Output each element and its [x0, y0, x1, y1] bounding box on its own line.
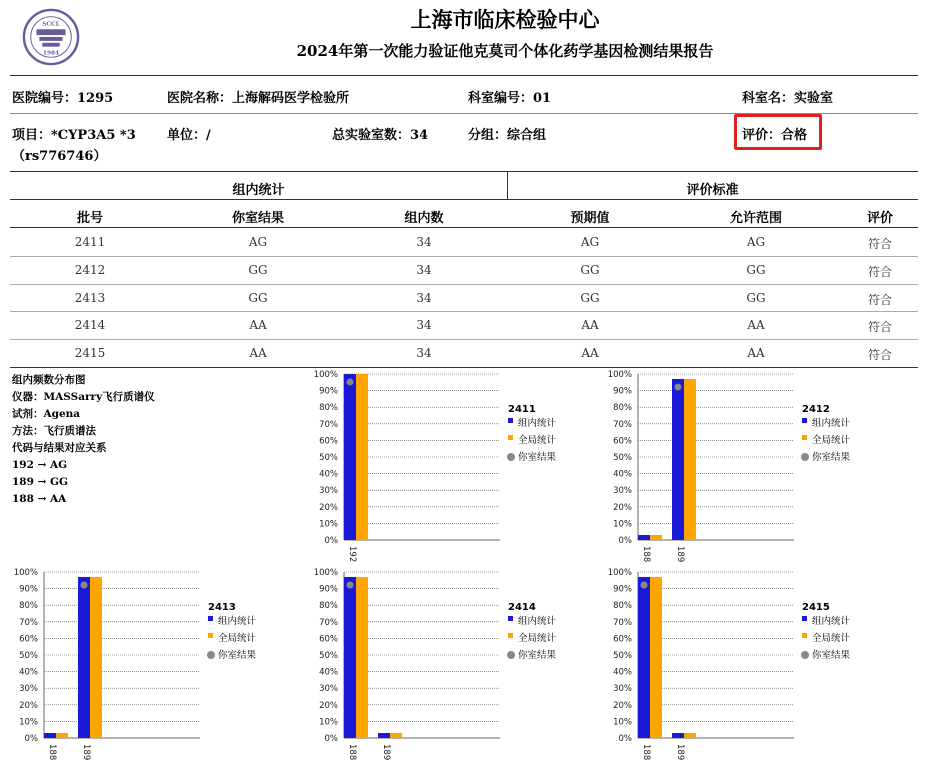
bar-global-188: [650, 577, 662, 738]
y-tick-label: 30%: [613, 486, 632, 497]
legend-swatch: [508, 435, 513, 440]
legend-label: 组内统计: [518, 616, 557, 627]
table-cell: AG: [248, 235, 268, 249]
y-tick-label: 80%: [613, 601, 632, 612]
x-tick-label: 189: [381, 744, 391, 761]
dist-title: 组内频数分布图: [12, 374, 86, 386]
bar-global-188: [56, 733, 68, 738]
table-cell: AA: [747, 318, 765, 333]
legend-swatch: [801, 651, 809, 659]
hospital-name: 医院名称：上海解码医学检验所: [167, 91, 350, 106]
table-cell: GG: [580, 262, 600, 277]
y-tick-label: 60%: [19, 634, 38, 645]
y-tick-label: 80%: [19, 601, 38, 612]
y-tick-label: 0%: [324, 734, 338, 744]
table-cell: 2411: [74, 235, 106, 249]
your-result-marker: [675, 383, 682, 390]
bar-group-189: [78, 577, 90, 738]
col-header: 允许范围: [729, 211, 782, 226]
col-header: 你室结果: [231, 211, 284, 226]
col-header: 预期值: [570, 211, 610, 226]
evaluation: 评价：合格: [742, 128, 808, 143]
y-tick-label: 70%: [319, 419, 338, 430]
bar-global-188: [650, 535, 662, 540]
divider: [10, 199, 918, 200]
table-cell: AA: [249, 318, 267, 333]
table-cell: 符合: [867, 292, 892, 307]
total-labs: 总实验室数：34: [332, 128, 429, 143]
table-cell: 34: [416, 262, 432, 277]
y-tick-label: 40%: [613, 667, 632, 678]
y-tick-label: 90%: [319, 584, 338, 595]
unit: 单位：/: [167, 128, 211, 143]
distribution-chart-2411: [300, 366, 600, 566]
dept-no: 科室编号：01: [468, 91, 552, 106]
bar-group-192: [344, 374, 356, 540]
table-cell: 符合: [867, 348, 892, 363]
legend-title: 2413: [208, 602, 236, 613]
bar-group-188: [638, 577, 650, 738]
table-cell: GG: [746, 290, 766, 305]
legend-label: 你室结果: [518, 452, 557, 463]
y-tick-label: 100%: [607, 568, 632, 578]
y-tick-label: 30%: [319, 684, 338, 695]
divider: [10, 75, 918, 76]
instrument: 仪器：MASSarry飞行质谱仪: [12, 391, 155, 403]
table-cell: 2414: [74, 318, 106, 333]
x-tick-label: 192: [347, 546, 357, 563]
table-cell: AG: [746, 235, 766, 249]
y-tick-label: 0%: [24, 734, 38, 744]
col-header: 组内数: [404, 211, 444, 226]
side-info: [12, 372, 155, 508]
dept-name: 科室名：实验室: [742, 91, 834, 106]
your-result-marker: [81, 581, 88, 588]
y-tick-label: 10%: [613, 519, 632, 530]
table-cell: 符合: [867, 320, 892, 335]
table-cell: GG: [580, 290, 600, 305]
row-divider: [10, 311, 918, 312]
y-tick-label: 100%: [313, 568, 338, 578]
y-tick-label: 80%: [613, 403, 632, 414]
legend-swatch: [208, 633, 213, 638]
your-result-marker: [641, 581, 648, 588]
x-tick-label: 188: [47, 744, 57, 761]
svg-text:1984: 1984: [42, 50, 60, 57]
table-cell: AG: [580, 235, 600, 249]
y-tick-label: 50%: [613, 651, 632, 661]
legend-swatch: [508, 418, 513, 423]
legend-label: 全局统计: [518, 435, 557, 446]
y-tick-label: 20%: [613, 502, 632, 513]
bar-global-188: [356, 577, 368, 738]
y-tick-label: 40%: [319, 667, 338, 678]
y-tick-label: 100%: [607, 370, 632, 380]
legend-label: 全局统计: [518, 633, 557, 644]
legend-label: 你室结果: [812, 650, 851, 661]
bar-global-189: [684, 379, 696, 540]
y-tick-label: 40%: [613, 469, 632, 480]
legend-label: 全局统计: [812, 435, 851, 446]
x-tick-label: 189: [81, 744, 91, 761]
legend-label: 组内统计: [218, 616, 257, 627]
y-tick-label: 10%: [613, 717, 632, 728]
legend-swatch: [207, 651, 215, 659]
legend-label: 你室结果: [218, 650, 257, 661]
y-tick-label: 10%: [19, 717, 38, 728]
your-result-marker: [347, 379, 354, 386]
item: 项目：*CYP3A5 *3: [12, 128, 136, 143]
table-cell: 符合: [867, 237, 892, 251]
page-subtitle: 2024年第一次能力验证他克莫司个体化药学基因检测结果报告: [296, 42, 714, 60]
legend-label: 组内统计: [812, 616, 851, 627]
distribution-chart-2412: [594, 366, 894, 566]
x-tick-label: 188: [641, 546, 651, 563]
x-tick-label: 189: [675, 744, 685, 761]
table-cell: 34: [416, 235, 432, 249]
table-cell: GG: [248, 290, 268, 305]
table-cell: 2412: [74, 262, 106, 277]
legend-swatch: [801, 453, 809, 461]
x-tick-label: 188: [347, 744, 357, 761]
y-tick-label: 20%: [319, 502, 338, 513]
y-tick-label: 60%: [613, 634, 632, 645]
y-tick-label: 70%: [613, 419, 632, 430]
legend-swatch: [508, 616, 513, 621]
bar-group-188: [344, 577, 356, 738]
table-top: [10, 171, 918, 172]
mapping-title: 代码与结果对应关系: [12, 442, 107, 454]
bar-group-188: [638, 535, 650, 540]
y-tick-label: 50%: [613, 453, 632, 463]
y-tick-label: 0%: [324, 536, 338, 546]
table-cell: 符合: [867, 264, 892, 279]
x-tick-label: 188: [641, 744, 651, 761]
mapping-2: 189 → GG: [12, 476, 68, 488]
bar-global-192: [356, 374, 368, 540]
evaluation-highlight: [734, 114, 822, 150]
legend-swatch: [802, 616, 807, 621]
y-tick-label: 60%: [319, 634, 338, 645]
group-stats-header: 组内统计: [232, 183, 285, 198]
legend-swatch: [508, 633, 513, 638]
y-tick-label: 90%: [319, 386, 338, 397]
legend-swatch: [802, 418, 807, 423]
y-tick-label: 80%: [319, 601, 338, 612]
method: 方法：飞行质谱法: [12, 425, 96, 437]
mapping-3: 188 → AA: [12, 493, 67, 505]
legend-swatch: [802, 633, 807, 638]
legend-swatch: [507, 651, 515, 659]
y-tick-label: 50%: [319, 453, 338, 463]
col-header: 评价: [866, 211, 893, 226]
y-tick-label: 90%: [613, 584, 632, 595]
legend-label: 你室结果: [812, 452, 851, 463]
col-header: 批号: [76, 211, 103, 226]
y-tick-label: 40%: [19, 667, 38, 678]
legend-label: 组内统计: [812, 418, 851, 429]
y-tick-label: 30%: [19, 684, 38, 695]
table-cell: AA: [747, 346, 765, 361]
bar-group-189: [672, 733, 684, 738]
reagent: 试剂：Agena: [12, 408, 81, 420]
table-cell: 2415: [74, 346, 106, 361]
y-tick-label: 70%: [319, 617, 338, 628]
y-tick-label: 60%: [319, 436, 338, 447]
svg-text:SCCL: SCCL: [42, 21, 60, 28]
y-tick-label: 60%: [613, 436, 632, 447]
distribution-chart-2413: [0, 564, 300, 764]
y-tick-label: 90%: [19, 584, 38, 595]
your-result-marker: [347, 581, 354, 588]
table-cell: GG: [746, 262, 766, 277]
table-cell: 34: [416, 290, 432, 305]
divider: [10, 227, 918, 228]
table-cell: AA: [581, 346, 599, 361]
table-cell: 34: [416, 346, 432, 361]
row-divider: [10, 339, 918, 340]
item-rs: （rs776746）: [12, 149, 107, 164]
legend-title: 2414: [508, 602, 536, 613]
table-cell: AA: [249, 346, 267, 361]
bar-global-189: [684, 733, 696, 738]
y-tick-label: 30%: [319, 486, 338, 497]
x-tick-label: 189: [675, 546, 685, 563]
y-tick-label: 0%: [618, 536, 632, 546]
y-tick-label: 30%: [613, 684, 632, 695]
y-tick-label: 70%: [19, 617, 38, 628]
distribution-chart-2415: [594, 564, 894, 764]
legend-title: 2415: [802, 602, 830, 613]
legend-label: 全局统计: [218, 633, 257, 644]
legend-swatch: [208, 616, 213, 621]
y-tick-label: 20%: [613, 700, 632, 711]
distribution-chart-2414: [300, 564, 600, 764]
criteria-header: 评价标准: [686, 183, 739, 198]
y-tick-label: 90%: [613, 386, 632, 397]
y-tick-label: 10%: [319, 717, 338, 728]
y-tick-label: 10%: [319, 519, 338, 530]
y-tick-label: 70%: [613, 617, 632, 628]
bar-global-189: [90, 577, 102, 738]
legend-swatch: [802, 435, 807, 440]
y-tick-label: 0%: [618, 734, 632, 744]
bar-group-189: [378, 733, 390, 738]
bar-global-189: [390, 733, 402, 738]
y-tick-label: 20%: [19, 700, 38, 711]
legend-swatch: [507, 453, 515, 461]
y-tick-label: 20%: [319, 700, 338, 711]
bar-group-189: [672, 379, 684, 540]
table-cell: 34: [416, 318, 432, 333]
legend-label: 全局统计: [812, 633, 851, 644]
page-title: 上海市临床检验中心: [410, 7, 600, 32]
legend-title: 2411: [508, 404, 536, 415]
y-tick-label: 50%: [319, 651, 338, 661]
legend-title: 2412: [802, 404, 830, 415]
row-divider: [10, 256, 918, 257]
table-cell: AA: [581, 318, 599, 333]
hospital-no: 医院编号：1295: [12, 91, 114, 106]
y-tick-label: 100%: [313, 370, 338, 380]
y-tick-label: 80%: [319, 403, 338, 414]
table-cell: 2413: [74, 290, 106, 305]
mapping-1: 192 → AG: [12, 459, 68, 471]
row-divider: [10, 284, 918, 285]
group: 分组：综合组: [468, 128, 547, 143]
bar-group-188: [44, 733, 56, 738]
y-tick-label: 50%: [19, 651, 38, 661]
legend-label: 组内统计: [518, 418, 557, 429]
y-tick-label: 40%: [319, 469, 338, 480]
table-cell: GG: [248, 262, 268, 277]
legend-label: 你室结果: [518, 650, 557, 661]
y-tick-label: 100%: [13, 568, 38, 578]
